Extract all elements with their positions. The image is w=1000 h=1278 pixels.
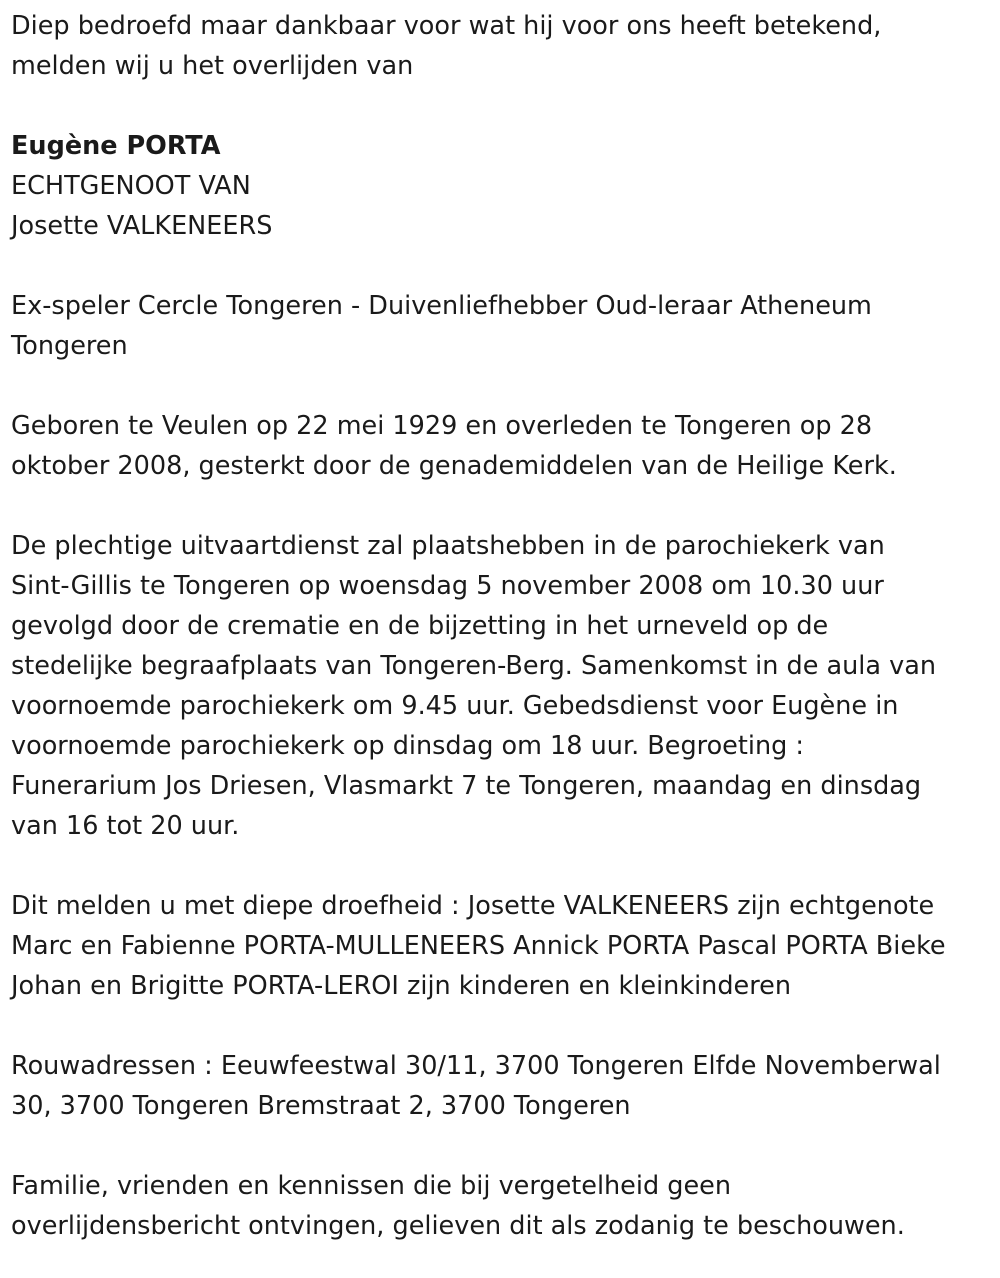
addresses-paragraph bbox=[11, 1046, 1000, 1126]
closing-paragraph bbox=[11, 1166, 1000, 1246]
ceremony-line: Sint-Gillis te Tongeren op woensdag 5 november 2008 om 10.30 uur bbox=[11, 571, 884, 601]
relation-label: ECHTGENOOT VAN bbox=[11, 171, 251, 201]
birth-death-line: oktober 2008, gesterkt door de genademiddelen van de Heilige Kerk. bbox=[11, 451, 897, 481]
intro-paragraph bbox=[11, 6, 1000, 86]
birth-death-line: Geboren te Veulen op 22 mei 1929 en overleden te Tongeren op 28 bbox=[11, 411, 873, 441]
address-line: 30, 3700 Tongeren Bremstraat 2, 3700 Tongeren bbox=[11, 1091, 631, 1121]
spacer bbox=[11, 86, 1000, 126]
family-line: Dit melden u met diepe droefheid : Josette VALKENEERS zijn echtgenote bbox=[11, 891, 935, 921]
intro-line: Diep bedroefd maar dankbaar voor wat hij voor ons heeft betekend, bbox=[11, 11, 882, 41]
spacer bbox=[11, 846, 1000, 886]
closing-line: Familie, vrienden en kennissen die bij vergetelheid geen bbox=[11, 1171, 731, 1201]
spacer bbox=[11, 1126, 1000, 1166]
description-line: Ex-speler Cercle Tongeren - Duivenliefhebber Oud-leraar Atheneum bbox=[11, 291, 872, 321]
ceremony-line: van 16 tot 20 uur. bbox=[11, 811, 240, 841]
deceased-block bbox=[11, 126, 1000, 246]
ceremony-line: voornoemde parochiekerk om 9.45 uur. Gebedsdienst voor Eugène in bbox=[11, 691, 899, 721]
family-line: Marc en Fabienne PORTA-MULLENEERS Annick PORTA Pascal PORTA Bieke bbox=[11, 931, 946, 961]
family-paragraph bbox=[11, 886, 1000, 1006]
birth-death-paragraph bbox=[11, 406, 1000, 486]
deceased-name: Eugène PORTA bbox=[11, 131, 221, 161]
ceremony-line: stedelijke begraafplaats van Tongeren-Berg. Samenkomst in de aula van bbox=[11, 651, 936, 681]
spacer bbox=[11, 486, 1000, 526]
spacer bbox=[11, 246, 1000, 286]
description-paragraph bbox=[11, 286, 1000, 366]
description-line: Tongeren bbox=[11, 331, 128, 361]
ceremony-line: Funerarium Jos Driesen, Vlasmarkt 7 te Tongeren, maandag en dinsdag bbox=[11, 771, 922, 801]
spouse-name: Josette VALKENEERS bbox=[11, 211, 273, 241]
closing-line: overlijdensbericht ontvingen, gelieven dit als zodanig te beschouwen. bbox=[11, 1211, 905, 1241]
ceremony-line: De plechtige uitvaartdienst zal plaatshebben in de parochiekerk van bbox=[11, 531, 885, 561]
spacer bbox=[11, 366, 1000, 406]
ceremony-line: voornoemde parochiekerk op dinsdag om 18 uur. Begroeting : bbox=[11, 731, 805, 761]
ceremony-paragraph bbox=[11, 526, 1000, 846]
spacer bbox=[11, 1006, 1000, 1046]
ceremony-line: gevolgd door de crematie en de bijzetting in het urneveld op de bbox=[11, 611, 829, 641]
address-line: Rouwadressen : Eeuwfeestwal 30/11, 3700 Tongeren Elfde Novemberwal bbox=[11, 1051, 941, 1081]
family-line: Johan en Brigitte PORTA-LEROI zijn kinderen en kleinkinderen bbox=[11, 971, 791, 1001]
intro-line: melden wij u het overlijden van bbox=[11, 51, 414, 81]
